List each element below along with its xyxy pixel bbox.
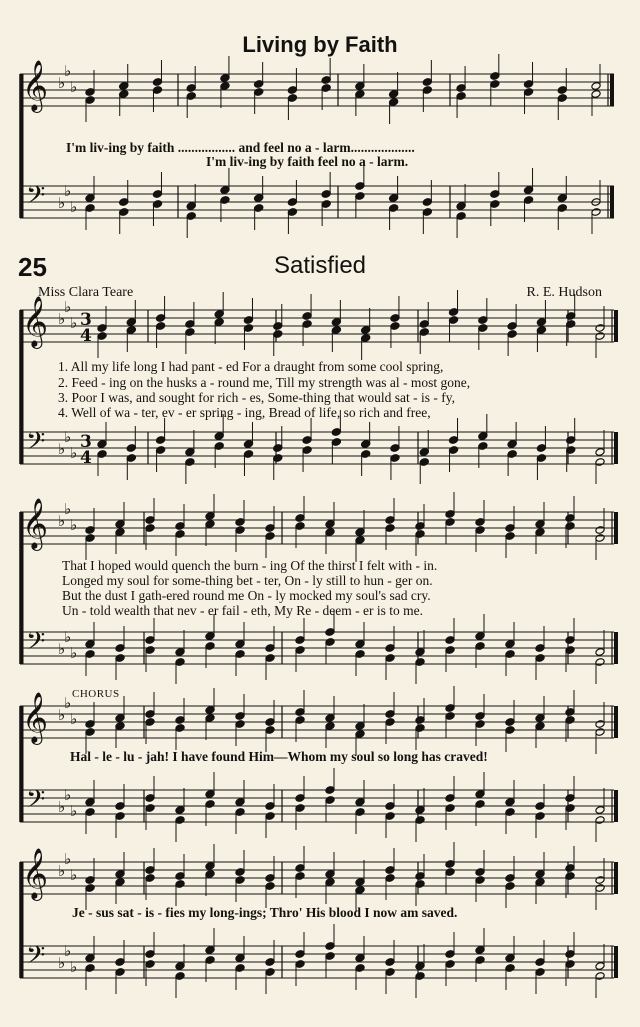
flat-sign: ♭: [58, 512, 66, 530]
treble-clef-icon: 𝄞: [22, 60, 49, 111]
flat-sign: ♭: [58, 640, 66, 658]
hymn-number: 25: [18, 252, 47, 282]
flat-sign: ♭: [64, 500, 72, 518]
final-bar: [610, 74, 614, 106]
flat-sign: ♭: [70, 516, 78, 534]
flat-sign: ♭: [64, 628, 72, 646]
final-bar: [614, 946, 618, 978]
final-bar: [614, 310, 618, 342]
words-author: Miss Clara Teare: [38, 285, 134, 300]
flat-sign: ♭: [58, 706, 66, 724]
top-lyric-line-1: I'm liv-ing by faith ................. and feel no a - larm...................: [66, 140, 415, 155]
flat-sign: ♭: [64, 182, 72, 200]
bass-clef-icon: 𝄢: [26, 181, 46, 216]
flat-sign: ♭: [70, 710, 78, 728]
flat-sign: ♭: [64, 694, 72, 712]
final-bar: [610, 186, 614, 218]
flat-sign: ♭: [70, 958, 78, 976]
flat-sign: ♭: [58, 440, 66, 458]
treble-clef-icon: 𝄞: [22, 848, 49, 899]
hymn-title-living-by-faith: Living by Faith: [242, 32, 398, 57]
verse-3-line-1: 3. Poor I was, and sought for rich - es, Some-thing that would sat - is - fy,: [58, 390, 455, 405]
time-signature-top: 3: [80, 310, 92, 330]
flat-sign: ♭: [64, 786, 72, 804]
time-signature-top: 3: [80, 432, 92, 452]
flat-sign: ♭: [64, 850, 72, 868]
treble-clef-icon: 𝄞: [22, 692, 49, 743]
flat-sign: ♭: [58, 862, 66, 880]
verse-2-line-2: Longed my soul for some-thing bet - ter, On - ly still to hun - ger on.: [62, 573, 433, 588]
final-bar: [614, 790, 618, 822]
flat-sign: ♭: [70, 198, 78, 216]
verse-1-line-1: 1. All my life long I had pant - ed For a draught from some cool spring,: [58, 359, 444, 374]
bass-clef-icon: 𝄢: [26, 785, 46, 820]
flat-sign: ♭: [70, 866, 78, 884]
top-lyric-line-2: I'm liv-ing by faith feel no a - larm.: [206, 154, 409, 169]
flat-sign: ♭: [58, 310, 66, 328]
flat-sign: ♭: [70, 644, 78, 662]
bass-clef-icon: 𝄢: [26, 627, 46, 662]
flat-sign: ♭: [70, 314, 78, 332]
flat-sign: ♭: [58, 954, 66, 972]
verse-3-line-2: But the dust I gath-ered round me On - ly mocked my soul's sad cry.: [62, 588, 431, 603]
flat-sign: ♭: [64, 62, 72, 80]
chorus-line-1: Hal - le - lu - jah! I have found Him—Whom my soul so long has craved!: [70, 749, 488, 764]
chorus-line-2: Je - sus sat - is - fies my long-ings; Thro' His blood I now am saved.: [72, 905, 458, 920]
bass-clef-icon: 𝄢: [26, 941, 46, 976]
flat-sign: ♭: [70, 444, 78, 462]
final-bar: [614, 512, 618, 544]
final-bar: [614, 632, 618, 664]
flat-sign: ♭: [58, 74, 66, 92]
final-bar: [614, 862, 618, 894]
final-bar: [614, 706, 618, 738]
verse-2-line-1: 2. Feed - ing on the husks a - round me, Till my strength was al - most gone,: [58, 375, 471, 390]
bass-clef-icon: 𝄢: [26, 427, 46, 462]
verse-1-line-2: That I hoped would quench the burn - ing Of the thirst I felt with - in.: [62, 558, 438, 573]
treble-clef-icon: 𝄞: [22, 296, 49, 347]
time-signature-bottom: 4: [80, 326, 92, 346]
flat-sign: ♭: [64, 942, 72, 960]
music-composer: R. E. Hudson: [526, 285, 602, 300]
treble-clef-icon: 𝄞: [22, 498, 49, 549]
final-bar: [614, 432, 618, 464]
verse-4-line-1: 4. Well of wa - ter, ev - er spring - ing, Bread of life, so rich and free,: [58, 405, 431, 420]
flat-sign: ♭: [58, 798, 66, 816]
flat-sign: ♭: [70, 78, 78, 96]
verse-4-line-2: Un - told wealth that nev - er fail - eth, My Re - deem - er is to me.: [62, 603, 424, 618]
hymn-title-satisfied: Satisfied: [273, 252, 367, 279]
flat-sign: ♭: [58, 194, 66, 212]
flat-sign: ♭: [64, 428, 72, 446]
flat-sign: ♭: [70, 802, 78, 820]
flat-sign: ♭: [64, 298, 72, 316]
time-signature-bottom: 4: [80, 448, 92, 468]
chorus-label: CHORUS: [72, 688, 120, 700]
